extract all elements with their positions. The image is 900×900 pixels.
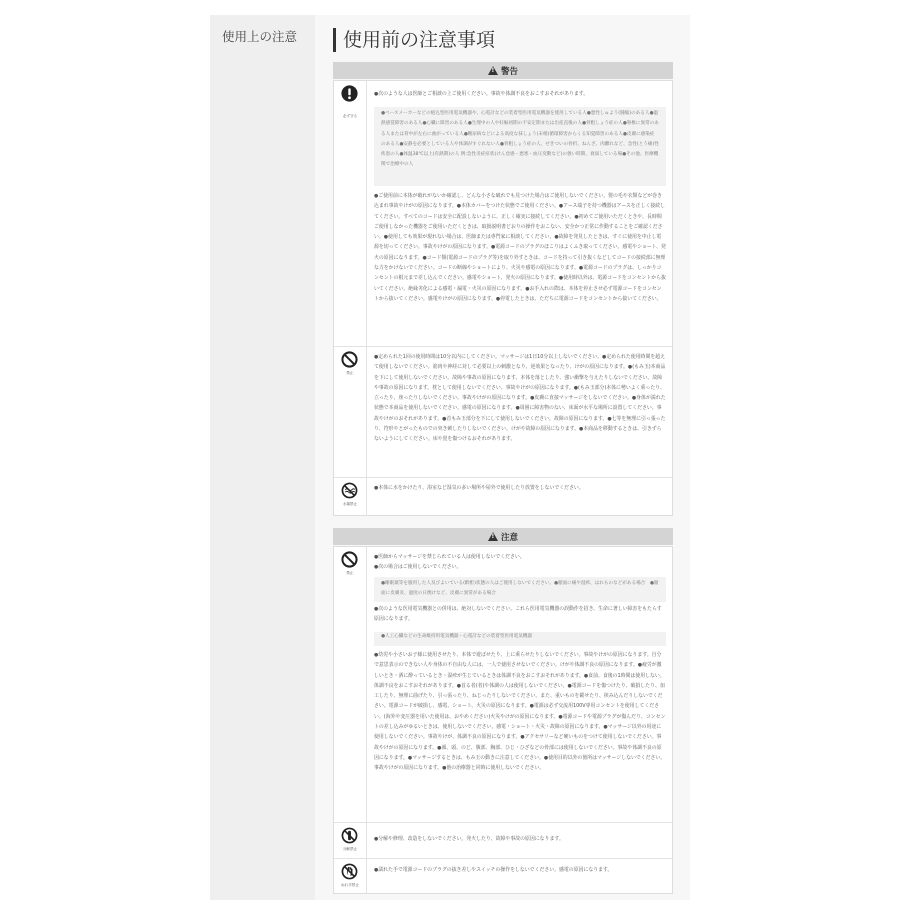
warning-heading: 警告 xyxy=(500,66,518,77)
caution-row-no-disassembly xyxy=(334,823,672,859)
prohibited-icon xyxy=(341,551,358,568)
row-text: ●次のような医用電気機器との併用は、絶対しないでください。これら医用電気機器の誤動作を招き、生命に著しい障害をもたらす原因になります。 xyxy=(374,606,662,623)
row-text: ●医師からマッサージを禁じられている人は使用しないでください。 xyxy=(374,554,525,560)
symbol-label: 分解禁止 xyxy=(342,847,358,851)
warning-row-icon-cell xyxy=(334,347,367,477)
mandatory-icon xyxy=(341,85,358,102)
row-text: ●次の場合はご使用しないでください。 xyxy=(374,564,462,570)
row-text: ●分解や修理、改造をしないでください。発火したり、故障や事故の原因になります。 xyxy=(374,836,564,842)
row-text: ●次のような人は医師とご相談の上ご使用ください。事故や体調不良をおこすおそれがあります。 xyxy=(374,91,589,97)
row-note: ●人工心臓などの生命維持用電気機器・心電計などの装着型医用電気機器 xyxy=(374,632,666,646)
caution-heading-bar xyxy=(333,528,673,545)
warning-panel xyxy=(333,80,673,516)
warning-row-icon-cell xyxy=(334,81,367,346)
caution-heading: 注意 xyxy=(500,532,518,543)
warning-row-icon-cell xyxy=(334,478,367,516)
caution-row-icon-cell xyxy=(334,823,367,858)
caution-row-prohibited xyxy=(334,547,672,823)
warning-row-prohibited xyxy=(334,347,672,478)
row-text: ●定められた1回の使用時間は10分以内にしてください。マッサージは1日10分以上しないでください。●定められた使用時間を超えて使用しないでください。筋肉や神経に対して必要以上の刺激となり、逆効果となったり、けがの原因になります。●(もみ玉)本商品を下にして使用しないでください。故障や事故の原因になります。本体を落としたり、強い衝撃を与えたりしないでください。故障や事故の原因になります。枕として使用しないでください。事故やけがの原因になります。●(もみ玉部分)本体に勢いよく乗ったり、立ったり、座ったりしないでください。事故やけがの原因になります。●皮膚に直接マッサージをしないでください。●身体が濡れた状態で本商品を使用しないでください。感電の原因になります。●周囲に障害物のない、床面が水平な場所に設置してください。事故やけがのおそれがあります。●首もみ玉部分を下にして使用しないでください。故障の原因になります。●七等を無理に引っ張ったり、符形やとがったものでの突き刺したりしないでください。けがや故障の原因になります。●本商品を移動するときは、引きずらないようにしてください。床や畳を傷つけるおそれがあります。 xyxy=(374,354,666,443)
page-title: 使用前の注意事項 xyxy=(333,28,495,52)
row-text: ●幼児や小さいお子様に使用させたり、本体で遊ばせたり、上に乗らせたりしないでください。事故やけがの原因になります。自分で意思表示のできない人や身体の不自由な人には、一人で使用させないでください。けがや体調不良の原因になります。●疲労が激しいとき・酒に酔っているとき・湿疹が生じているときは体調不良をおこすおそれがあります。●食前、食後の1時間は使用しない。体調不良をおこすおそれがあります。●首る者(者)や体調の人は使用しないでください。●電源コードを傷つけたり、破損したり、加工したり、無理に曲げたり、引っ張ったり、ねじったりしないでください。また、重いものを載せたり、挟み込んだりしないでください。電源コードが破損し、感電、ショート、火災の原因になります。●電源は必ず交流用100V専用コンセントを使用してください。(海外や変圧器を用いた使用は、おやめください)火災やけがの原因になります。●電源コードや電源プラグが傷んだり、コンセントの差し込みがゆるいときは、使用しないでください。感電・ショート・火災・故障の原因になります。●マッサージ以外の用途に使用しないでください。事故やけが、体調不良の原因になります。●アクセサリーなど硬いものをつけて使用しないでください。事故やけがの原因になります。●顔、頭、のど、腹部、胸部、ひじ・ひざなどの骨部には使用しないでください。事故や体調不良の原因になります。●マッサージするときは、もみ玉の動きに注意してください。●使用目的以外の箇所はマッサージしないでください。事故やけがの原因になります。●他の治療器と同時に使用しないでください。 xyxy=(374,652,666,772)
row-note: ●ペースメーカーなどの植込型医用電気機器や、心電計などの装着型医用電気機器を使用している人●悪性しゅよう(腫瘍)のある人●温熱感覚障害のある人●心臓に障害のある人●生理中の人や妊娠初期の不安定期または出産直後の人●骨粗しょう症の人●脊椎に異常のある人または背中が左右に曲がっている人●糖尿病などによる高度な抹しょう(末梢)循環障害からくる知覚障害のある人●皮膚に感染症のある人●安静を必要としている人や体調がすぐれない人●骨粗しょう症の人、せきついの骨折、ねんざ、肉離れなど、急性(とう痛)性疾患の人●体温38℃以上(有熱期)の人 例:急性炎症症状(けん怠感・悪寒・血圧変動など)の強い時期、衰弱している場●その他、医療機関で治療中の人 xyxy=(374,107,666,186)
caution-row-no-wet-hands xyxy=(334,859,672,893)
symbol-label: 禁止 xyxy=(346,571,354,575)
symbol-label: 禁止 xyxy=(346,371,354,375)
symbol-label: 必ず守る xyxy=(342,114,358,118)
row-note: ●睡眠薬等を服用した人及びよいている(酔酊)状態の人はご使用しないでください。●顔面に痛や湿疹、はれものなどがある場合 ●顔面に皮膚炎、過度の日焼けなど、皮膚に異常がある場合 xyxy=(374,577,666,602)
no-disassembly-icon xyxy=(341,827,358,844)
row-text: ●濡れた手で電源コードのプラグの抜き差しやスイッチの操作をしないでください。感電の原因になります。 xyxy=(374,867,613,873)
caution-panel xyxy=(333,546,673,894)
warning-heading-bar xyxy=(333,62,673,79)
sidebar xyxy=(210,15,315,900)
warning-row-no-water xyxy=(334,478,672,516)
symbol-label: 水場禁止 xyxy=(342,502,358,506)
caution-row-icon-cell xyxy=(334,547,367,822)
warning-row-mandatory xyxy=(334,81,672,347)
warning-triangle-icon xyxy=(488,532,498,541)
sidebar-label: 使用上の注意 xyxy=(222,29,298,44)
symbol-label: ぬれ手禁止 xyxy=(341,883,359,887)
row-text: ●本体に水をかけたり、浴室など湿気の多い場所や屋外で使用したり放置をしないでください。 xyxy=(374,485,584,491)
warning-triangle-icon xyxy=(488,66,498,75)
prohibited-icon xyxy=(341,351,358,368)
caution-row-icon-cell xyxy=(334,859,367,893)
no-wet-hands-icon xyxy=(341,863,358,880)
no-water-icon xyxy=(341,482,358,499)
row-text: ●ご使用前に本体が破れがないか確認し、どんな小さな破れでも見つけた場合はご使用しないでください。髪の毛や衣類などが巻き込まれ事故やけがの原因になります。●本体カバーをつけた状態でご使用ください。●アース端子を持つ機器はアースを正しく接続してください。すべてのコードは安全に配設しないように、正しく確実に接続してください。●初めてご使用いただくときや、長時間ご使用しなかった機器をご使用いただくときは、取扱説明書どおりの操作をおこない、安全かつ正常に作動することをご確認ください。●使用しても効果が現れない場合は、医師または専門家に相談してください。●故障を発見したときは、すぐに使用を中止し電源を切ってください。事故やけがの原因になります。●電源コードのプラグのほこりはよくふき取ってください。感電やショート、発火の原因になります。●コード類(電源コードのプラグ等)を取り外すときは、コードを持って引き抜くなどしてコードの接続部に無理な力をかけないでください。コードの断線やショートにより、火災や感電の原因になります。●電源コードのプラグは、しっかりコンセントの根元まで差し込んでください。感電やショート、発火の原因になります。●使用時以外は、電源コードをコンセントから抜いてください。絶縁劣化による感電・漏電・火災の原因になります。●お手入れの際は、本体を停止させ必ず電源コードをコンセントから抜いてください。感電やけがの原因になります。●停電したときは、ただちに電源コードをコンセントから抜いてください。 xyxy=(374,193,666,302)
